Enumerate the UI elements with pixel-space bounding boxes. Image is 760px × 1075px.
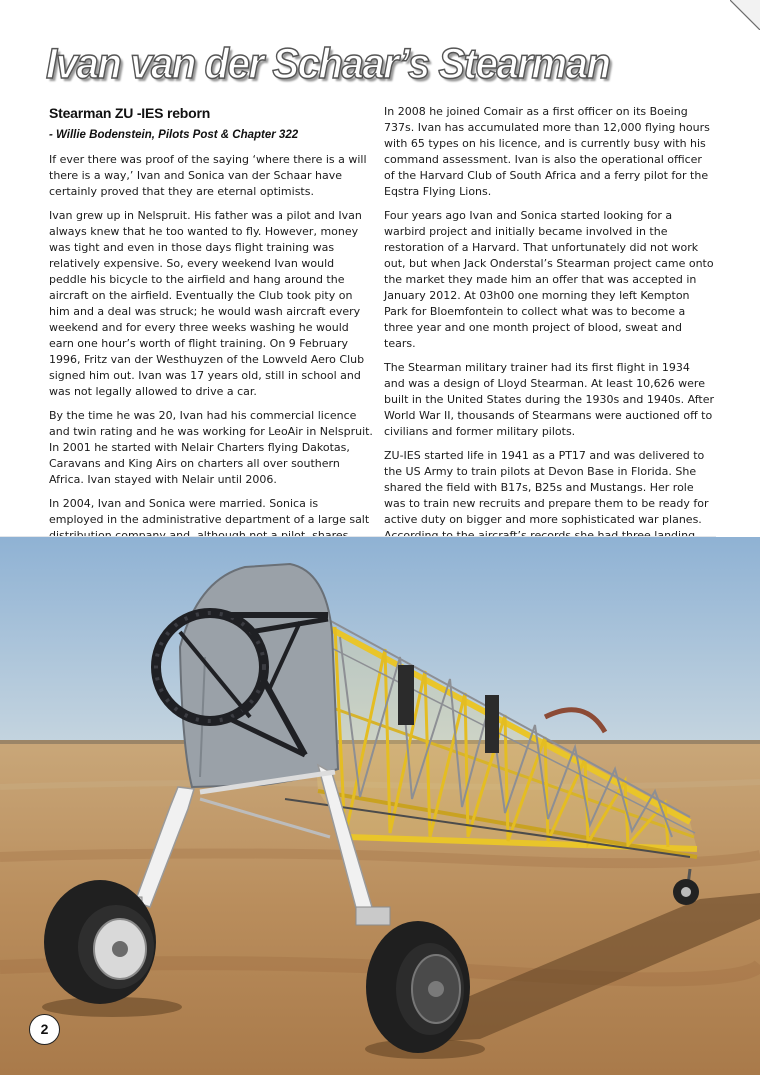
article-byline: - Willie Bodenstein, Pilots Post & Chapter 322	[49, 129, 299, 141]
article-title: Ivan van der Schaar’s Stearman	[46, 40, 610, 88]
text-column-left	[49, 104, 375, 584]
left-wheel	[44, 880, 156, 1004]
body-paragraph: In 2004, Ivan and Sonica were married. Sonica is employed in the administrative department of a large salt	[49, 497, 370, 526]
text-column-right	[384, 104, 714, 568]
body-paragraph: Ivan grew up in Nelspruit. His father was a pilot and Ivan always knew that he too wanted to fly. However, money was tight and even in those days flight training was relatively expensive. So, every weekend Ivan would peddle his bicycle to the airfield and hang around the aircraft on the airfield. Eventually the Club took pity on him and a deal was struck; he would wash aircraft every weekend and for every three weeks washing he would earn one hour’s worth of flight training. On 9 February 1996, Fritz van der Westhuyzen of the Lowveld Aero Club signed him out. Ivan was 17 years old, still in school and was not legally allowed to drive a car.	[49, 209, 365, 398]
stearman-fuselage-photo	[0, 537, 760, 1075]
body-paragraph: The Stearman military trainer had its first flight in 1934 and was a design of Lloyd Stearman. At least 10,626 were built in the United States during the 1930s and 1940s. After World War II, thousands of Stearmans were auctioned off to civilians and former military pilots.	[384, 361, 715, 438]
page-number: 2	[29, 1014, 60, 1045]
body-paragraph: If ever there was proof of the saying ‘where there is a will there is a way,’ Ivan and Sonica van der Schaar have certainly proved that they are eternal optimists.	[49, 153, 367, 198]
body-paragraph: Four years ago Ivan and Sonica started looking for a warbird project and initially became involved in the restoration of a Harvard. That unfortunately did not work out, but when Jack Onderstal’s Stearman project came onto the market they made him an offer that was accepted in January 2012. At 03h00 one morning they left Kempton Park for Bloemfontein to collect what was to become a three year and one month project of blood, sweat and tears.	[384, 209, 714, 350]
article-subheading: Stearman ZU -IES reborn	[49, 105, 211, 121]
right-wheel	[366, 921, 470, 1053]
body-paragraph: By the time he was 20, Ivan had his commercial licence and twin rating and he was working for LeoAir in Nelspruit. In 2001 he started with Nelair Charters flying Dakotas, Caravans and King Airs on charters all over southern Africa. Ivan stayed with Nelair until 2006.	[49, 409, 373, 486]
page-corner-fold	[730, 0, 760, 30]
body-paragraph: ZU-IES started life in 1941 as a PT17 and was delivered to the US Army to train pilots at Devon Base in Florida. She shared the field with B17s, B25s and Mustangs. Her role was to train new recruits and prepare them to be ready for active duty on bigger and more sophisticated war planes.	[384, 449, 709, 526]
body-paragraph: In 2008 he joined Comair as a first officer on its Boeing 737s. Ivan has accumulated more than 12,000 flying hours with 65 types on his licence, and is currently busy with his command assessment. Ivan is also the operational officer of the Harvard Club of South Africa and a ferry pilot for the Eqstra Flying Lions.	[384, 105, 710, 198]
